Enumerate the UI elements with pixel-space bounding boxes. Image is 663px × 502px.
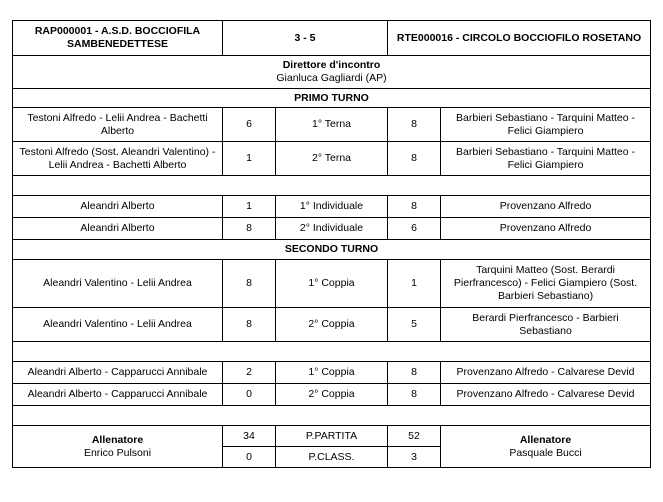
spacer-row <box>13 342 651 362</box>
away-score: 6 <box>388 218 441 240</box>
home-players: Testoni Alfredo (Sost. Aleandri Valentino) - Lelii Andrea - Bachetti Alberto <box>13 142 223 176</box>
spacer-row <box>13 406 651 426</box>
table-row <box>13 142 651 176</box>
home-coach-cell <box>13 426 223 468</box>
game-label: 1° Terna <box>276 108 388 142</box>
home-score: 1 <box>223 196 276 218</box>
away-players: Barbieri Sebastiano - Tarquini Matteo - Felici Giampiero <box>441 108 651 142</box>
home-score: 2 <box>223 362 276 384</box>
home-coach-label: Allenatore <box>91 433 144 446</box>
away-players: Berardi Pierfrancesco - Barbieri Sebastiano <box>441 308 651 342</box>
game-label: 1° Coppia <box>276 362 388 384</box>
turn1-title-row <box>13 89 651 108</box>
away-coach-cell <box>441 426 651 468</box>
away-score: 8 <box>388 196 441 218</box>
table-row <box>13 218 651 240</box>
spacer-cell <box>13 406 651 426</box>
away-score: 8 <box>388 362 441 384</box>
ppartita-home: 34 <box>223 426 276 447</box>
home-coach-name: Enrico Pulsoni <box>83 446 152 459</box>
director-row <box>13 56 651 89</box>
away-players: Provenzano Alfredo <box>441 218 651 240</box>
home-score: 0 <box>223 384 276 406</box>
pclass-away: 3 <box>388 447 441 468</box>
table-row <box>13 108 651 142</box>
table-row <box>13 260 651 308</box>
table-row <box>13 196 651 218</box>
away-score: 8 <box>388 384 441 406</box>
table-row <box>13 308 651 342</box>
away-players: Tarquini Matteo (Sost. Berardi Pierfrancesco) - Felici Giampiero (Sost. Barbieri Sebastiano) <box>441 260 651 308</box>
home-players: Aleandri Valentino - Lelii Andrea <box>13 260 223 308</box>
header-row <box>13 21 651 56</box>
turn1-title: PRIMO TURNO <box>13 89 651 108</box>
away-score: 5 <box>388 308 441 342</box>
home-score: 1 <box>223 142 276 176</box>
home-players: Aleandri Alberto <box>13 196 223 218</box>
ppartita-label: P.PARTITA <box>276 426 388 447</box>
pclass-label: P.CLASS. <box>276 447 388 468</box>
home-score: 8 <box>223 308 276 342</box>
home-score: 8 <box>223 260 276 308</box>
director-title: Direttore d'incontro <box>282 59 381 71</box>
away-score: 8 <box>388 142 441 176</box>
director-cell <box>13 56 651 89</box>
table-row <box>13 384 651 406</box>
game-label: 2° Coppia <box>276 308 388 342</box>
away-players: Provenzano Alfredo - Calvarese Devid <box>441 362 651 384</box>
away-players: Provenzano Alfredo - Calvarese Devid <box>441 384 651 406</box>
game-label: 2° Terna <box>276 142 388 176</box>
home-score: 6 <box>223 108 276 142</box>
director-name: Gianluca Gagliardi (AP) <box>276 72 387 84</box>
home-players: Aleandri Alberto - Capparucci Annibale <box>13 384 223 406</box>
match-score: 3 - 5 <box>223 21 388 56</box>
game-label: 1° Individuale <box>276 196 388 218</box>
away-players: Barbieri Sebastiano - Tarquini Matteo - Felici Giampiero <box>441 142 651 176</box>
spacer-cell <box>13 176 651 196</box>
turn2-title: SECONDO TURNO <box>13 240 651 260</box>
away-coach-name: Pasquale Bucci <box>509 446 582 459</box>
game-label: 2° Coppia <box>276 384 388 406</box>
pclass-home: 0 <box>223 447 276 468</box>
home-players: Aleandri Valentino - Lelii Andrea <box>13 308 223 342</box>
match-report-table <box>12 20 651 468</box>
footer-row-ppartita <box>13 426 651 447</box>
away-score: 8 <box>388 108 441 142</box>
home-players: Testoni Alfredo - Lelii Andrea - Bachetti Alberto <box>13 108 223 142</box>
table-row <box>13 362 651 384</box>
away-coach-label: Allenatore <box>519 433 572 446</box>
game-label: 1° Coppia <box>276 260 388 308</box>
home-players: Aleandri Alberto - Capparucci Annibale <box>13 362 223 384</box>
away-team: RTE000016 - CIRCOLO BOCCIOFILO ROSETANO <box>388 21 651 56</box>
home-score: 8 <box>223 218 276 240</box>
spacer-cell <box>13 342 651 362</box>
spacer-row <box>13 176 651 196</box>
away-score: 1 <box>388 260 441 308</box>
home-team: RAP000001 - A.S.D. BOCCIOFILA SAMBENEDETTESE <box>13 21 223 56</box>
turn2-title-row <box>13 240 651 260</box>
ppartita-away: 52 <box>388 426 441 447</box>
away-players: Provenzano Alfredo <box>441 196 651 218</box>
home-players: Aleandri Alberto <box>13 218 223 240</box>
game-label: 2° Individuale <box>276 218 388 240</box>
